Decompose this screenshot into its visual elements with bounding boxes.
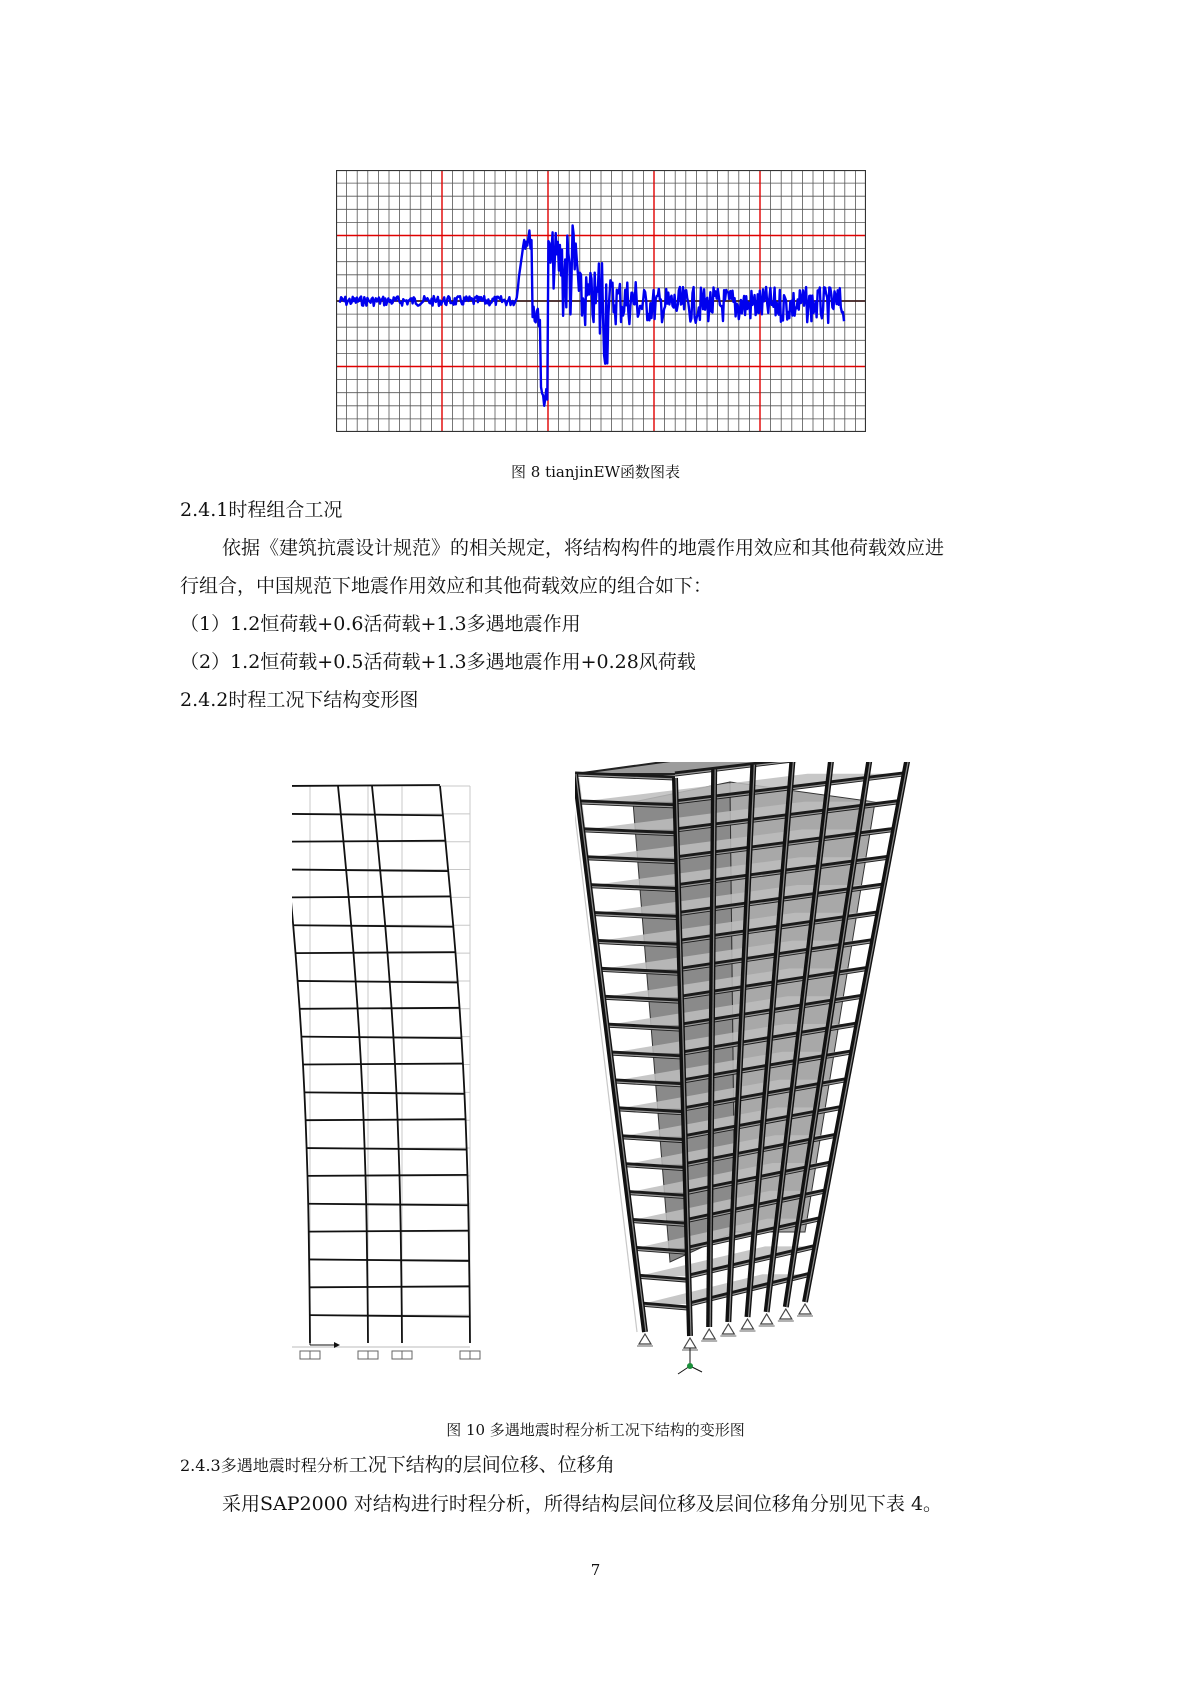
deformed-2d-frame-elevation: [292, 768, 502, 1368]
paragraph-line-2: 行组合，中国规范下地震作用效应和其他荷载效应的组合如下：: [180, 575, 713, 597]
tianjin-ew-time-history-chart: [336, 170, 866, 432]
section-2-4-2-heading: 2.4.2时程工况下结构变形图: [180, 689, 419, 711]
combination-item-2: （2）1.2恒荷载+0.5活荷载+1.3多遇地震作用+0.28风荷载: [180, 651, 696, 673]
acceleration-trace: [339, 225, 844, 405]
axis-triad-icon: [310, 1325, 340, 1348]
section-2-4-1-heading: 2.4.1时程组合工况: [180, 499, 343, 521]
support-symbols: [292, 1347, 480, 1359]
section-2-4-3-paragraph: 采用SAP2000 对结构进行时程分析，所得结构层间位移及层间位移角分别见下表 4。: [222, 1493, 943, 1515]
axis-triad-icon: [678, 1348, 702, 1374]
figure-10-caption: 图 10 多遇地震时程分析工况下结构的变形图: [446, 1421, 745, 1439]
figure-8-caption: 图 8 tianjinEW函数图表: [511, 463, 680, 481]
section-2-4-3-heading-number: 2.4.3多遇地震时程分析: [180, 1456, 349, 1475]
base-supports: [637, 1304, 813, 1350]
section-2-4-3-heading-text: 工况下结构的层间位移、位移角: [348, 1454, 615, 1476]
combination-item-1: （1）1.2恒荷载+0.6活荷载+1.3多遇地震作用: [180, 613, 581, 635]
section-2-4-3-heading: [180, 1452, 615, 1479]
page-number: 7: [590, 1561, 601, 1579]
deformed-3d-building-model: [575, 762, 955, 1387]
paragraph-line-1: 依据《建筑抗震设计规范》的相关规定，将结构构件的地震作用效应和其他荷载效应进: [222, 537, 945, 559]
